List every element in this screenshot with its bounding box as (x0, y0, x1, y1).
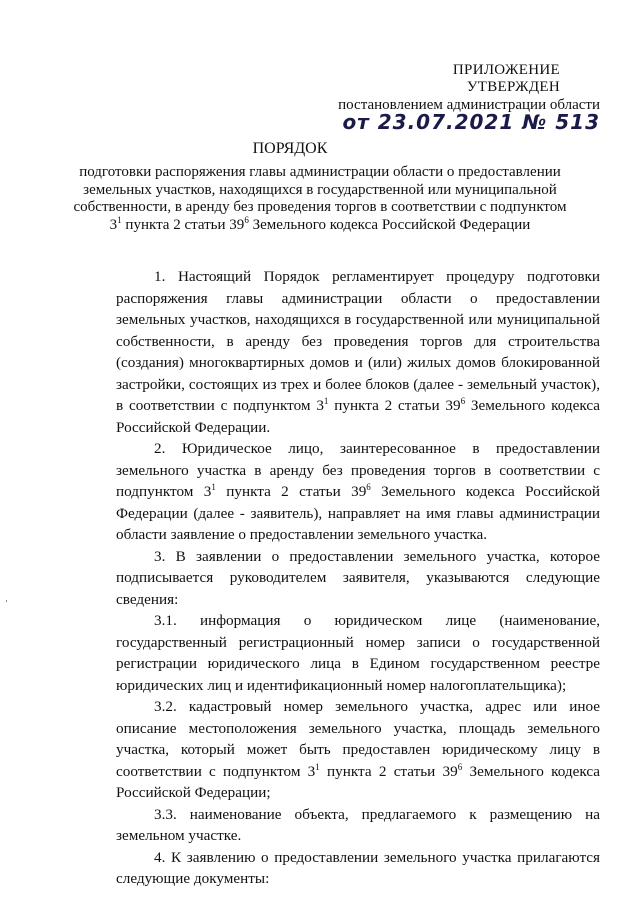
superscript: 1 (211, 482, 216, 492)
superscript: 6 (460, 396, 466, 406)
superscript: 6 (366, 482, 371, 492)
paragraph (116, 696, 600, 804)
paragraph (116, 546, 600, 611)
approval-block (300, 62, 600, 134)
paragraph (116, 438, 600, 546)
paragraph-text: Земельного кодекса Российской Федерации. (116, 397, 600, 436)
paragraph-text: 4. К заявлению о предоставлении земельного участка прилагаются следующие документы: (116, 848, 600, 887)
paragraph (116, 610, 600, 696)
superscript: 1 (315, 761, 320, 772)
paragraph (116, 804, 600, 847)
title-heading: ПОРЯДОК (252, 140, 328, 157)
paragraph-text: 1. Настоящий Порядок регламентирует процедуру подготовки распоряжения главы администрации области о предоставлении земельных участков, находящихся в государственной или муниципальной собственности, в аренду без проведения торгов для строительства (создания) многоквартирных домов и (или) жилых домов блокированной застройки, состоящих из трех и более блоков (далее - земельный участок), в соответствии с подпунктом 3 (116, 268, 600, 414)
paragraph-text: пункта 2 статьи 39 (319, 762, 458, 780)
subtitle-sup-1: 1 (117, 214, 122, 225)
subtitle-text-3: Земельного кодекса Российской Федерации (248, 216, 531, 233)
paragraph-text: 3.1. информация о юридическом лице (наименование, государственный регистрационный номер записи о государственной регистрации юридического лица в Едином государственном реестре юридических лиц и идентификационный номер налогоплательщика); (116, 612, 600, 694)
superscript: 1 (323, 396, 329, 406)
paragraph-text: пункта 2 статьи 39 (215, 483, 367, 500)
paragraph (116, 266, 600, 438)
paragraph-text: 3. В заявлении о предоставлении земельного участка, которое подписывается руководителем заявителя, указываются следующие сведения: (116, 547, 600, 608)
paragraph-text: Земельного кодекса Российской Федерации; (116, 762, 600, 801)
paragraph-text: Земельного кодекса Российской Федерации (далее - заявитель), направляет на имя главы администрации области заявление о предоставлении земельного участка. (116, 483, 601, 543)
document-body (116, 266, 600, 890)
paragraph-text: 3.3. наименование объекта, предлагаемого к размещению на земельном участке. (116, 805, 600, 844)
superscript: 6 (457, 761, 463, 772)
title-subtitle (70, 164, 570, 234)
paragraph-text: 2. Юридическое лицо, заинтересованное в предоставлении земельного участка в аренду без проведения торгов в соответствии с подпунктом 3 (116, 440, 600, 500)
subtitle-sup-2: 6 (244, 214, 249, 225)
appendix-label: ПРИЛОЖЕНИЕ (452, 62, 560, 78)
subtitle-text-2: пункта 2 статьи 39 (121, 216, 245, 233)
subtitle-text-1: подготовки распоряжения главы администрации области о предоставлении земельных участков, находящихся в государственной или муниципальной собственности, в аренду без проведения торгов в соответствии с подпунктом 3 (73, 164, 567, 233)
paragraph-text: 3.2. кадастровый номер земельного участка, адрес или иное описание местоположения земельного участка, площадь земельного участка, который может быть предоставлен юридическому лицу в соответствии с подпунктом 3 (116, 698, 600, 780)
document-title (0, 140, 640, 234)
handwritten-date-number: от 23.07.2021 № 513 (342, 110, 600, 134)
approved-label: УТВЕРЖДЕН (466, 79, 560, 95)
resolution-line: постановлением администрации области (338, 97, 600, 113)
paragraph-text: пункта 2 статьи 39 (328, 397, 461, 414)
scan-mark (6, 600, 7, 602)
paragraph (116, 847, 600, 890)
